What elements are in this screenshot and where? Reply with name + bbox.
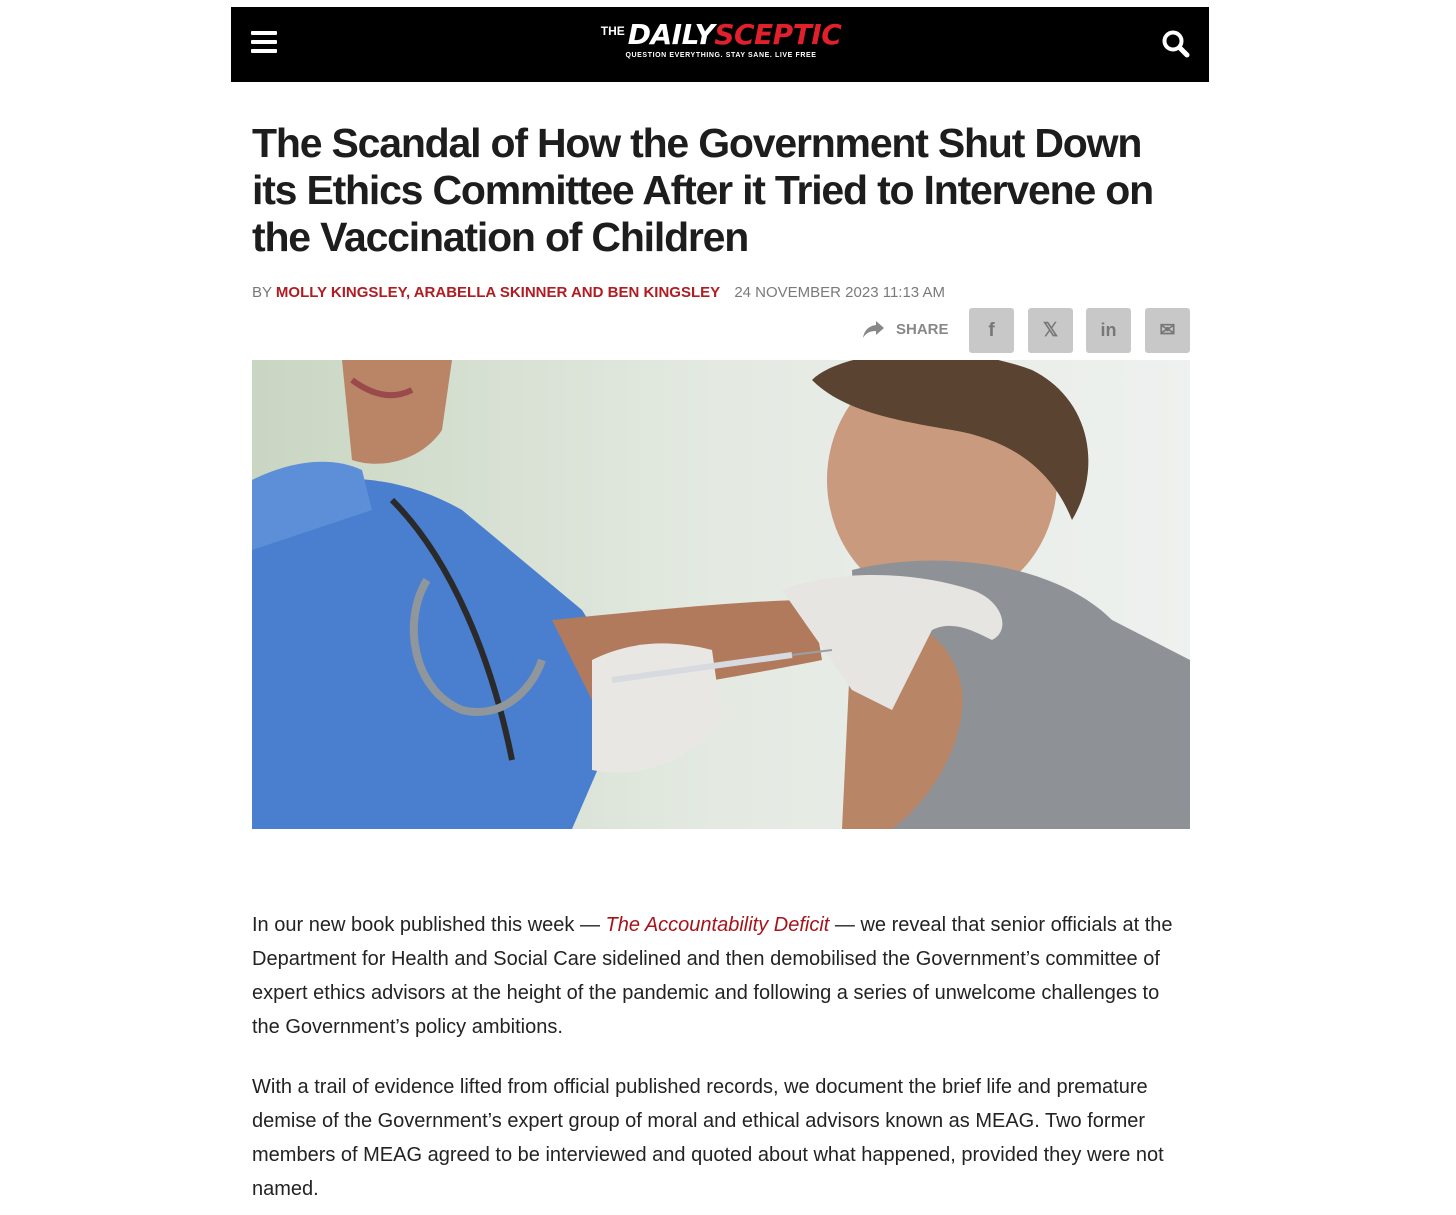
linkedin-icon[interactable]: in	[1086, 308, 1131, 353]
share-bar	[252, 308, 1190, 353]
logo-sceptic: SCEPTIC	[714, 18, 842, 51]
search-icon[interactable]	[1161, 29, 1191, 59]
share-label: SHARE	[896, 320, 949, 338]
hero-photo	[252, 360, 1190, 829]
logo-daily: DAILY	[627, 18, 715, 51]
logo-the: THE	[600, 24, 625, 38]
site-logo[interactable]	[589, 18, 853, 71]
article-title: The Scandal of How the Government Shut Down its Ethics Committee After it Tried to Intervene on the Vaccination of Children	[252, 120, 1153, 260]
paragraph-1-before: In our new book published this week —	[252, 914, 606, 936]
publish-date: 24 NOVEMBER 2023 11:13 AM	[734, 284, 945, 301]
paragraph-1-after: — we reveal that senior officials at the Department for Health and Social Care sidelined and then demobilised the Government’s committee of expert ethics advisors at the height of the pandemic and following a series of unwelcome challenges to the Government’s policy ambitions.	[252, 914, 1173, 1038]
site-header	[231, 7, 1209, 82]
x-icon[interactable]: 𝕏	[1028, 308, 1073, 353]
hamburger-menu-icon[interactable]	[251, 31, 277, 53]
article-paragraph-2: With a trail of evidence lifted from official published records, we document the brief life and premature demise of the Government’s expert group of moral and ethical advisors known as MEAG. Two former members of MEAG agreed to be interviewed and quoted about what happened, provided they were not named.	[252, 1076, 1164, 1200]
share-button[interactable]	[862, 319, 949, 339]
share-arrow-icon	[862, 319, 886, 339]
logo-tagline: QUESTION EVERYTHING. STAY SANE. LIVE FREE	[625, 52, 817, 59]
email-icon[interactable]: ✉	[1145, 308, 1190, 353]
byline-prefix: BY	[252, 284, 272, 301]
byline	[252, 284, 945, 301]
author-links[interactable]: MOLLY KINGSLEY, ARABELLA SKINNER AND BEN KINGSLEY	[275, 284, 721, 301]
article-paragraph-1	[252, 908, 1190, 1044]
facebook-icon[interactable]: f	[969, 308, 1014, 353]
book-title-link[interactable]: The Accountability Deficit	[605, 914, 830, 936]
